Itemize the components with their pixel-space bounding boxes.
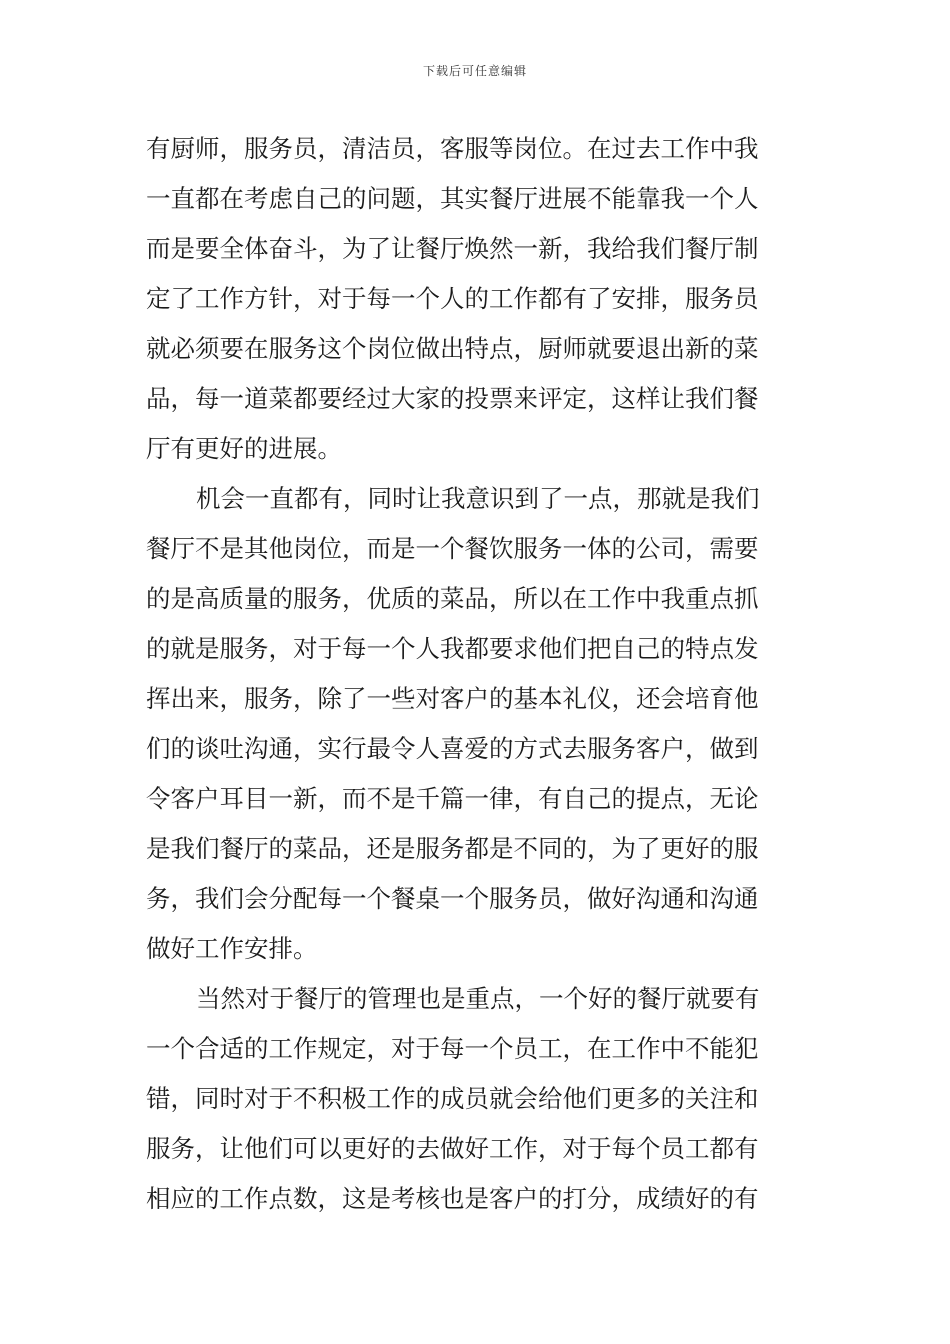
page-header: 下载后可任意编辑 — [422, 64, 527, 78]
text-line: 错，同时对于不积极工作的成员就会给他们更多的关注和 — [146, 1084, 759, 1113]
text-line: 令客户耳目一新，而不是千篇一律，有自己的提点，无论 — [146, 784, 759, 813]
text-line: 的是高质量的服务，优质的菜品，所以在工作中我重点抓 — [146, 584, 759, 613]
text-line: 一个合适的工作规定，对于每一个员工，在工作中不能犯 — [146, 1034, 759, 1063]
document-body — [146, 124, 810, 1224]
text-line: 做好工作安排。 — [146, 934, 318, 963]
text-line: 挥出来，服务，除了一些对客户的基本礼仪，还会培育他 — [146, 684, 759, 713]
text-line: 厅有更好的进展。 — [146, 434, 342, 463]
text-line: 的就是服务，对于每一个人我都要求他们把自己的特点发 — [146, 634, 759, 663]
text-line: 当然对于餐厅的管理也是重点，一个好的餐厅就要有 — [196, 984, 760, 1013]
text-line: 而是要全体奋斗，为了让餐厅焕然一新，我给我们餐厅制 — [146, 234, 759, 263]
text-line: 务，我们会分配每一个餐桌一个服务员，做好沟通和沟通 — [146, 884, 759, 913]
text-line: 们的谈吐沟通，实行最令人喜爱的方式去服务客户，做到 — [146, 734, 759, 763]
text-line: 一直都在考虑自己的问题，其实餐厅进展不能靠我一个人 — [146, 184, 759, 213]
text-line: 是我们餐厅的菜品，还是服务都是不同的，为了更好的服 — [146, 834, 759, 863]
text-line: 有厨师，服务员，清洁员，客服等岗位。在过去工作中我 — [146, 134, 759, 163]
text-line: 就必须要在服务这个岗位做出特点，厨师就要退出新的菜 — [146, 334, 759, 363]
text-line: 品，每一道菜都要经过大家的投票来评定，这样让我们餐 — [146, 384, 759, 413]
text-line: 定了工作方针，对于每一个人的工作都有了安排，服务员 — [146, 284, 759, 313]
text-line: 相应的工作点数，这是考核也是客户的打分，成绩好的有 — [146, 1184, 759, 1213]
text-line: 服务，让他们可以更好的去做好工作，对于每个员工都有 — [146, 1134, 759, 1163]
text-line: 机会一直都有，同时让我意识到了一点，那就是我们 — [196, 484, 760, 513]
text-line: 餐厅不是其他岗位，而是一个餐饮服务一体的公司，需要 — [146, 534, 759, 563]
